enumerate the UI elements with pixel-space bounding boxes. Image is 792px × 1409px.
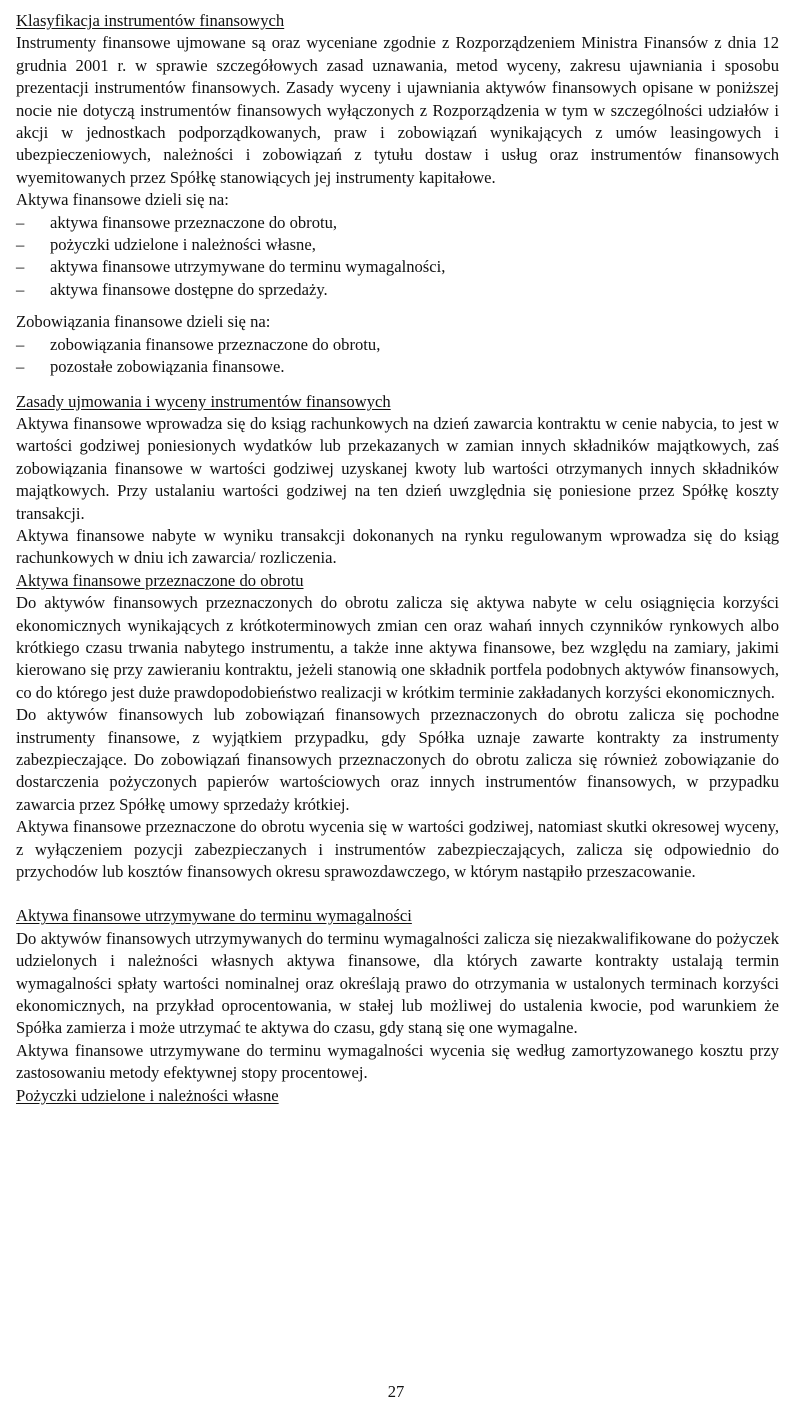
paragraph: Do aktywów finansowych lub zobowiązań finansowych przeznaczonych do obrotu zalicza się pochodne instrumenty finansowe, z wyjątkiem przypadku, gdy Spółka uznaje zawarte kontrakty za instrumenty zabezpieczające. Do zobowiązań finansowych przeznaczonych do obrotu zalicza się również zobowiązanie do dostarczenia pożyczonych papierów wartościowych oraz innych instrumentów finansowych, w przypadku zawarcia przez Spółkę umowy sprzedaży krótkiej.: [16, 705, 779, 814]
list-intro: Zobowiązania finansowe dzieli się na:: [16, 312, 271, 332]
list-item: – aktywa finansowe dostępne do sprzedaży.: [16, 279, 328, 299]
paragraph: Aktywa finansowe przeznaczone do obrotu wycenia się w wartości godziwej, natomiast skutki okresowej wyceny, z wyłączeniem pozycji zabezpieczanych i instrumentów zabezpieczających, zalicza się odpowiednio do przychodów lub kosztów finansowych okresu sprawozdawczego, w którym nastąpiło przeszacowanie.: [16, 817, 779, 882]
heading-pozyczki: Pożyczki udzielone i należności własne: [16, 1085, 279, 1105]
page-number: 27: [387, 1382, 405, 1401]
list-item: – aktywa finansowe utrzymywane do terminu wymagalności,: [16, 257, 446, 277]
paragraph: Aktywa finansowe nabyte w wyniku transakcji dokonanych na rynku regulowanym wprowadza się do ksiąg rachunkowych w dniu ich zawarcia/ rozliczenia.: [16, 525, 779, 568]
heading-obrot: Aktywa finansowe przeznaczone do obrotu: [16, 570, 304, 590]
paragraph: Aktywa finansowe wprowadza się do ksiąg rachunkowych na dzień zawarcia kontraktu w cenie nabycia, to jest w wartości godziwej poniesionych wydatków lub przekazanych w zamian innych składników majątkowych, zaś zobowiązania finansowe w wartości godziwej uzyskanej kwoty lub wartości otrzymanych innych składników majątkowych. Przy ustalaniu wartości godziwej na ten dzień uwzględnia się poniesione przez Spółkę koszty transakcji.: [16, 413, 779, 523]
list-item: – pozostałe zobowiązania finansowe.: [16, 357, 285, 377]
paragraph: Do aktywów finansowych przeznaczonych do obrotu zalicza się aktywa nabyte w celu osiągnięcia korzyści ekonomicznych wynikających z krótkoterminowych zmian cen oraz wahań innych czynników rynkowych albo krótkiego czasu trwania nabytego instrumentu, a także inne aktywa finansowe, bez względu na zamiary, jakimi kierowano się przy zawieraniu kontraktu, jeżeli stanowią one składnik portfela podobnych aktywów finansowych, co do którego jest duże prawdopodobieństwo realizacji w krótkim terminie zakładanych korzyści ekonomicznych.: [16, 593, 779, 702]
list-item: – pożyczki udzielone i należności własne,: [16, 235, 316, 255]
list-intro: Aktywa finansowe dzieli się na:: [16, 190, 229, 210]
heading-wymagalnosc: Aktywa finansowe utrzymywane do terminu wymagalności: [16, 906, 412, 926]
heading-zasady: Zasady ujmowania i wyceny instrumentów finansowych: [16, 391, 391, 411]
list-item: – zobowiązania finansowe przeznaczone do obrotu,: [16, 334, 381, 354]
paragraph: Do aktywów finansowych utrzymywanych do terminu wymagalności zalicza się niezakwalifikowane do pożyczek udzielonych i należności własnych aktywa finansowe, dla których zawarte kontrakty ustalają termin wymagalności spłaty wartości nominalnej oraz określają prawo do otrzymania w ustalonych terminach korzyści ekonomicznych, na przykład oprocentowania, w stałej lub możliwej do ustalenia kwocie, pod warunkiem że Spółka zamierza i może utrzymać te aktywa do czasu, gdy staną się one wymagalne.: [16, 928, 779, 1038]
paragraph: Instrumenty finansowe ujmowane są oraz wyceniane zgodnie z Rozporządzeniem Ministra Finansów z dnia 12 grudnia 2001 r. w sprawie szczegółowych zasad uznawania, metod wyceny, zakresu ujawniania i sposobu prezentacji instrumentów finansowych. Zasady wyceny i ujawniania aktywów finansowych opisane w poniższej nocie nie dotyczą instrumentów finansowych wyłączonych z Rozporządzenia w tym w szczególności udziałów i akcji w jednostkach podporządkowanych, praw i zobowiązań wynikających z umów leasingowych i ubezpieczeniowych, należności i zobowiązań z tytułu dostaw i usług oraz instrumentów finansowych wyemitowanych przez Spółkę stanowiących jej instrumenty kapitałowe.: [16, 33, 779, 187]
paragraph: Aktywa finansowe utrzymywane do terminu wymagalności wycenia się według zamortyzowanego kosztu przy zastosowaniu metody efektywnej stopy procentowej.: [16, 1040, 779, 1083]
list-item: – aktywa finansowe przeznaczone do obrotu,: [16, 212, 338, 232]
document-page: [16, 10, 779, 1107]
heading-klasyfikacja: Klasyfikacja instrumentów finansowych: [16, 11, 285, 30]
